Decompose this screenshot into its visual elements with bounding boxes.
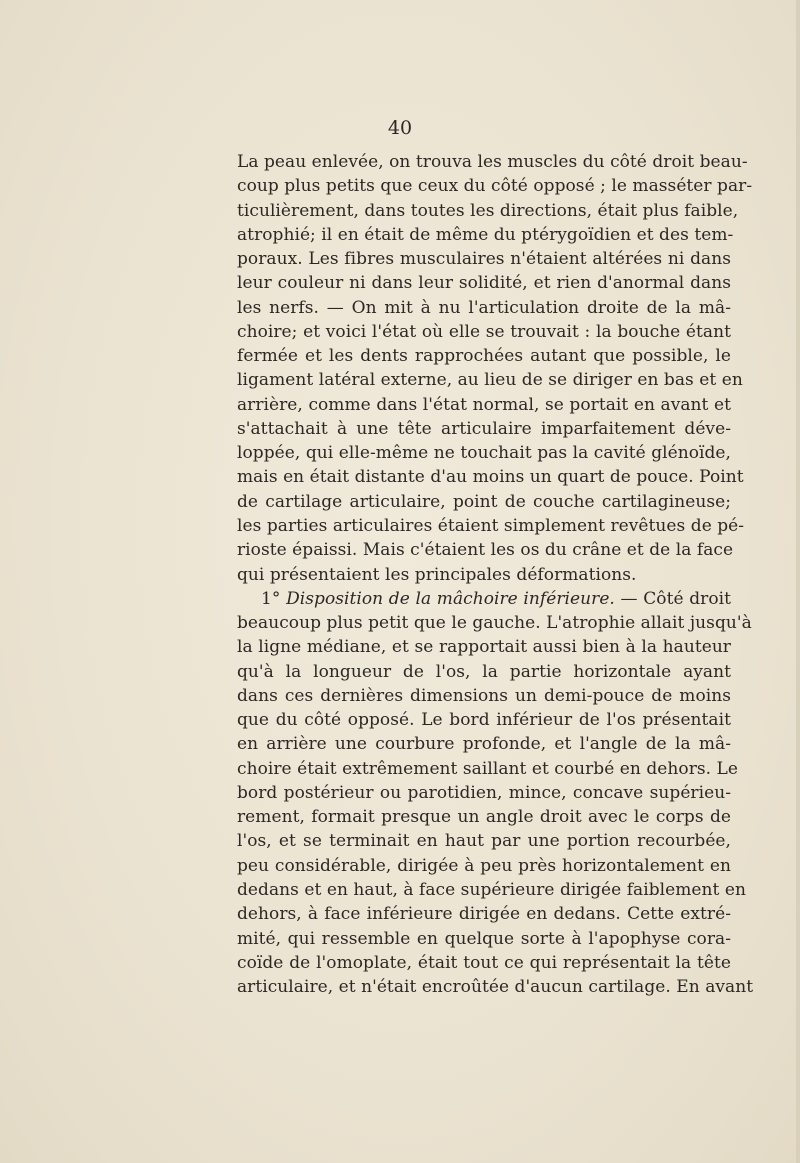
text-line: arrière, comme dans l'état normal, se portait en avant et xyxy=(237,394,731,415)
page-edge xyxy=(796,0,800,1163)
section-title: Disposition de la mâchoire inférieure. xyxy=(286,588,615,609)
page-number: 40 xyxy=(387,117,413,139)
text-line: peu considérable, dirigée à peu près horizontalement en xyxy=(237,855,731,876)
text-line: dans ces dernières dimensions un demi-pouce de moins xyxy=(237,685,731,706)
text-line: de cartilage articulaire, point de couche cartilagineuse; xyxy=(237,491,731,512)
text-line: leur couleur ni dans leur solidité, et rien d'anormal dans xyxy=(237,273,731,294)
text-line: poraux. Les fibres musculaires n'étaient altérées ni dans xyxy=(237,249,731,270)
text-line: qu'à la longueur de l'os, la partie horizontale ayant xyxy=(237,661,731,682)
body-text xyxy=(237,150,754,999)
text-line: en arrière une courbure profonde, et l'angle de la mâ- xyxy=(237,734,731,755)
text-line: coup plus petits que ceux du côté opposé ; le masséter par- xyxy=(237,176,753,197)
text-line: mais en était distante d'au moins un quart de pouce. Point xyxy=(237,467,744,488)
text-line: choire; et voici l'état où elle se trouvait : la bouche étant xyxy=(237,321,731,342)
section-heading-line xyxy=(237,587,731,611)
text-line: rioste épaissi. Mais c'étaient les os du crâne et de la face xyxy=(237,540,734,561)
text-line: les nerfs. — On mit à nu l'articulation droite de la mâ- xyxy=(237,297,731,318)
text-line: mité, qui ressemble en quelque sorte à l'apophyse cora- xyxy=(237,928,731,949)
text-line: bord postérieur ou parotidien, mince, concave supérieu- xyxy=(237,782,731,803)
text-line: ticulièrement, dans toutes les directions, était plus faible, xyxy=(237,200,739,221)
text-line: ligament latéral externe, au lieu de se diriger en bas et en xyxy=(237,370,743,391)
text-line: La peau enlevée, on trouva les muscles du côté droit beau- xyxy=(237,152,748,172)
section-number: 1° xyxy=(261,588,281,609)
text-line: choire était extrêmement saillant et courbé en dehors. Le xyxy=(237,758,739,779)
text-line: loppée, qui elle-même ne touchait pas la cavité glénoïde, xyxy=(237,443,731,464)
text-line: s'attachait à une tête articulaire imparfaitement déve- xyxy=(237,418,731,439)
text-line: beaucoup plus petit que le gauche. L'atrophie allait jusqu'à xyxy=(237,613,752,634)
text-line: qui présentaient les principales déformations. xyxy=(237,564,637,585)
text-line: dehors, à face inférieure dirigée en dedans. Cette extré- xyxy=(237,904,731,925)
text-line: coïde de l'omoplate, était tout ce qui représentait la tête xyxy=(237,952,731,973)
text-line: les parties articulaires étaient simplement revêtues de pé- xyxy=(237,515,745,536)
text-line: que du côté opposé. Le bord inférieur de l'os présentait xyxy=(237,710,731,731)
text-line: l'os, et se terminait en haut par une portion recourbée, xyxy=(237,831,731,852)
text-line: rement, formait presque un angle droit avec le corps de xyxy=(237,807,731,828)
text-line: dedans et en haut, à face supérieure dirigée faiblement en xyxy=(237,879,746,900)
text-line: fermée et les dents rapprochées autant que possible, le xyxy=(237,346,731,367)
section-heading-rest: — Côté droit xyxy=(620,588,731,609)
text-line: articulaire, et n'était encroûtée d'aucun cartilage. En avant xyxy=(237,977,754,998)
text-line: atrophié; il en était de même du ptérygoïdien et des tem- xyxy=(237,224,734,245)
text-line: la ligne médiane, et se rapportait aussi bien à la hauteur xyxy=(237,637,731,658)
